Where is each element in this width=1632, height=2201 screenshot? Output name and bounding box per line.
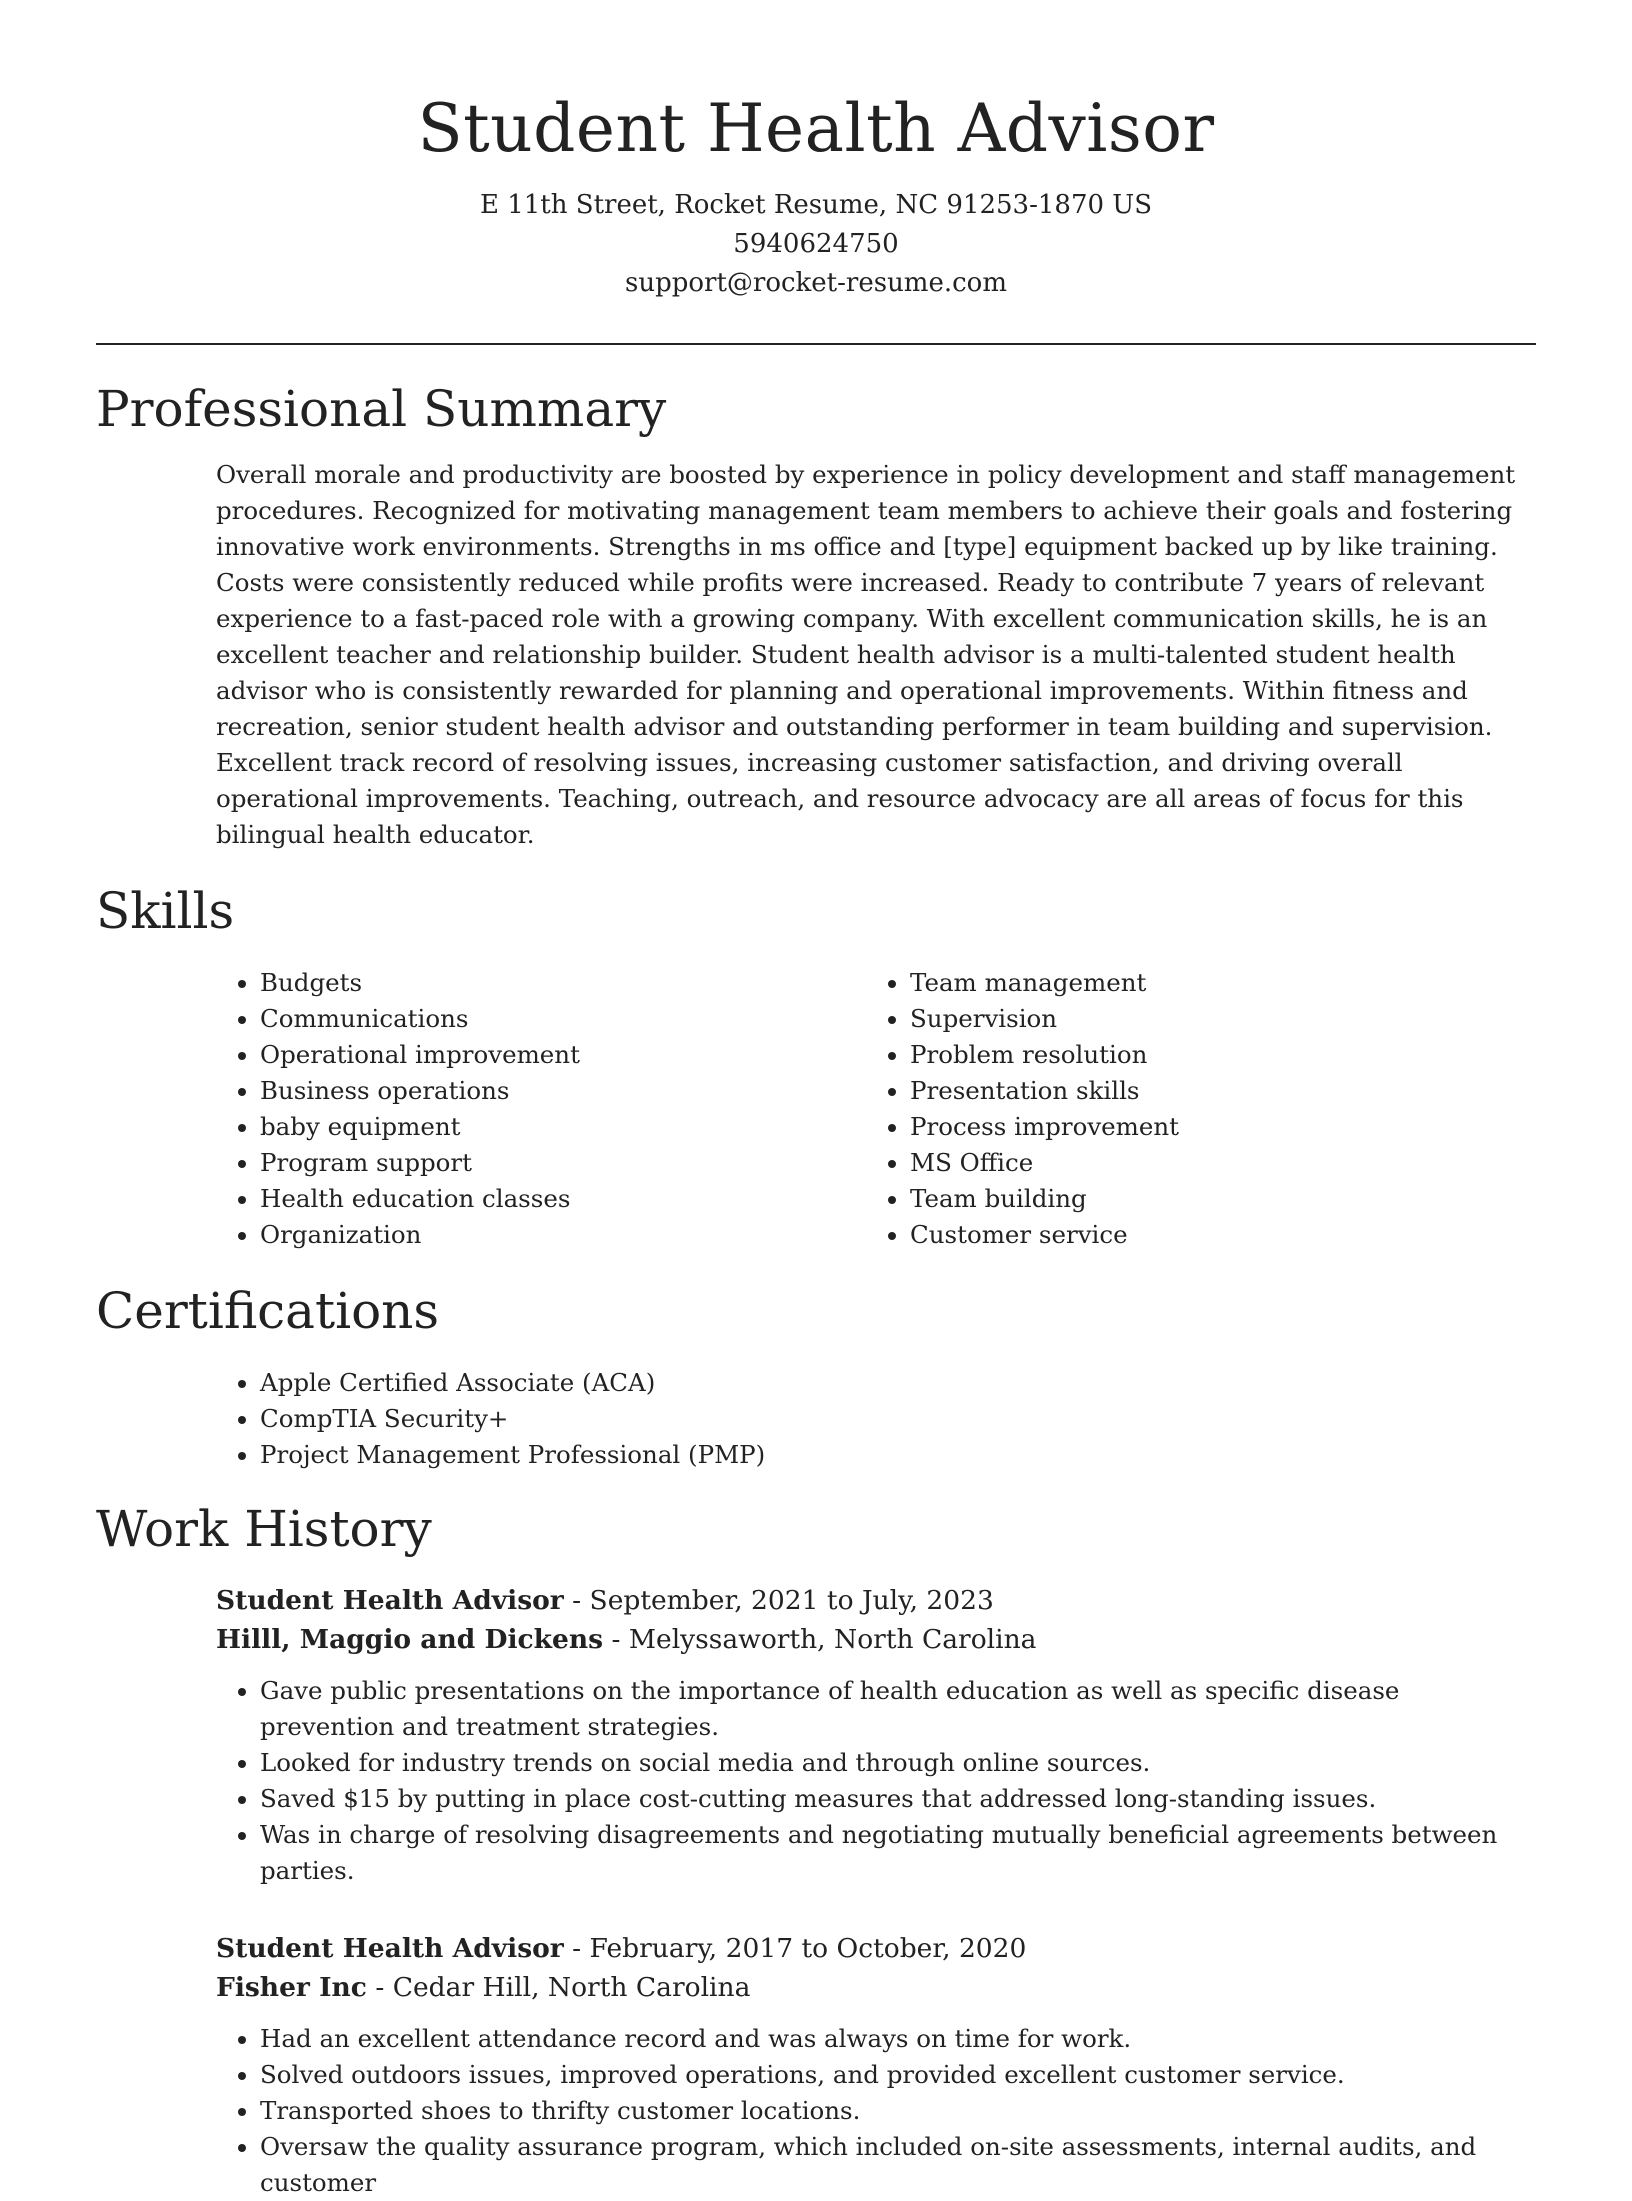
- job-location: - Melyssaworth, North Carolina: [603, 1624, 1037, 1655]
- skill-item: • Business operations: [260, 1073, 866, 1109]
- job-role: Student Health Advisor: [216, 1585, 564, 1616]
- skill-item: • MS Office: [910, 1145, 1516, 1181]
- job-company: Fisher Inc: [216, 1972, 367, 2003]
- skill-item: • Customer service: [910, 1217, 1516, 1253]
- summary-section: [96, 377, 1536, 853]
- certification-item: • Apple Certified Associate (ACA): [260, 1365, 1536, 1401]
- certifications-heading: Certifications: [96, 1282, 440, 1340]
- job-location: - Cedar Hill, North Carolina: [366, 1972, 751, 2003]
- job-entry: [216, 1581, 1536, 1889]
- job-company-line: [216, 1968, 1536, 2007]
- skills-section: [96, 879, 1536, 1253]
- job-dates: - September, 2021 to July, 2023: [563, 1585, 994, 1616]
- certifications-body: [216, 1365, 1536, 1473]
- skills-list-right: [866, 965, 1516, 1253]
- job-bullet: • Oversaw the quality assurance program, which included on-site assessments, internal audits, and customer: [260, 2129, 1536, 2201]
- job-bullet: • Looked for industry trends on social media and through online sources.: [260, 1745, 1536, 1781]
- work-history-body: [216, 1581, 1536, 2201]
- skill-item: • Communications: [260, 1001, 866, 1037]
- work-history-heading: Work History: [96, 1500, 432, 1558]
- job-bullets: [216, 1673, 1536, 1889]
- job-bullet: • Saved $15 by putting in place cost-cutting measures that addressed long-standing issues.: [260, 1781, 1536, 1817]
- job-bullet: • Gave public presentations on the importance of health education as well as specific disease prevention and treatment strategies.: [260, 1673, 1536, 1745]
- skills-column-left: [216, 965, 866, 1253]
- summary-heading: Professional Summary: [96, 380, 667, 438]
- job-title-line: [216, 1929, 1536, 1968]
- certification-item: • CompTIA Security+: [260, 1401, 1536, 1437]
- skills-list-left: [216, 965, 866, 1253]
- skill-item: • Presentation skills: [910, 1073, 1516, 1109]
- skill-item: • Team building: [910, 1181, 1516, 1217]
- phone-text: 5940624750: [733, 229, 899, 259]
- skills-columns: [216, 965, 1536, 1253]
- address-text: E 11th Street, Rocket Resume, NC 91253-1870 US: [479, 190, 1153, 220]
- skills-body: [216, 965, 1536, 1253]
- job-company-line: [216, 1620, 1536, 1659]
- work-history-section: [96, 1497, 1536, 2201]
- job-bullet: • Transported shoes to thrifty customer locations.: [260, 2093, 1536, 2129]
- job-role: Student Health Advisor: [216, 1933, 564, 1964]
- candidate-name: Student Health Advisor: [417, 90, 1215, 167]
- skill-item: • Health education classes: [260, 1181, 866, 1217]
- skills-heading: Skills: [96, 882, 235, 940]
- job-entry: [216, 1929, 1536, 2201]
- skill-item: • Problem resolution: [910, 1037, 1516, 1073]
- certifications-section: [96, 1279, 1536, 1473]
- certifications-list: [216, 1365, 1536, 1473]
- job-bullet: • Had an excellent attendance record and was always on time for work.: [260, 2021, 1536, 2057]
- skill-item: • Team management: [910, 965, 1516, 1001]
- certification-item: • Project Management Professional (PMP): [260, 1437, 1536, 1473]
- skills-column-right: [866, 965, 1516, 1253]
- skill-item: • Supervision: [910, 1001, 1516, 1037]
- skill-item: • baby equipment: [260, 1109, 866, 1145]
- job-bullets: [216, 2021, 1536, 2201]
- skill-item: • Budgets: [260, 965, 866, 1001]
- summary-paragraph: Overall morale and productivity are boosted by experience in policy development and staff management procedures. Recognized for motivating management team members to achieve their goals and fostering innovative work environments. Strengths in ms office and [type] equipment backed up by like training. Costs were consistently reduced while profits were increased. Ready to contribute 7 years of relevant experience to a fast-paced role with a growing company. With excellent communication skills, he is an excellent teacher and relationship builder. Student health advisor is a multi-talented student health advisor who is consistently rewarded for planning and operational improvements. Within fitness and recreation, senior student health advisor and outstanding performer in team building and supervision. Excellent track record of resolving issues, increasing customer satisfaction, and driving overall operational improvements. Teaching, outreach, and resource advocacy are all areas of focus for this bilingual health educator.: [216, 460, 1516, 849]
- resume-header: [96, 0, 1536, 303]
- job-bullet: • Solved outdoors issues, improved operations, and provided excellent customer service.: [260, 2057, 1536, 2093]
- header-divider: [96, 343, 1536, 345]
- job-dates: - February, 2017 to October, 2020: [563, 1933, 1027, 1964]
- skill-item: • Organization: [260, 1217, 866, 1253]
- email-text: support@rocket-resume.com: [624, 268, 1007, 298]
- summary-body: [216, 457, 1536, 853]
- skill-item: • Process improvement: [910, 1109, 1516, 1145]
- contact-info: [96, 186, 1536, 303]
- job-company: Hilll, Maggio and Dickens: [216, 1624, 604, 1655]
- job-bullet: • Was in charge of resolving disagreements and negotiating mutually beneficial agreements between parties.: [260, 1817, 1536, 1889]
- skill-item: • Operational improvement: [260, 1037, 866, 1073]
- job-title-line: [216, 1581, 1536, 1620]
- skill-item: • Program support: [260, 1145, 866, 1181]
